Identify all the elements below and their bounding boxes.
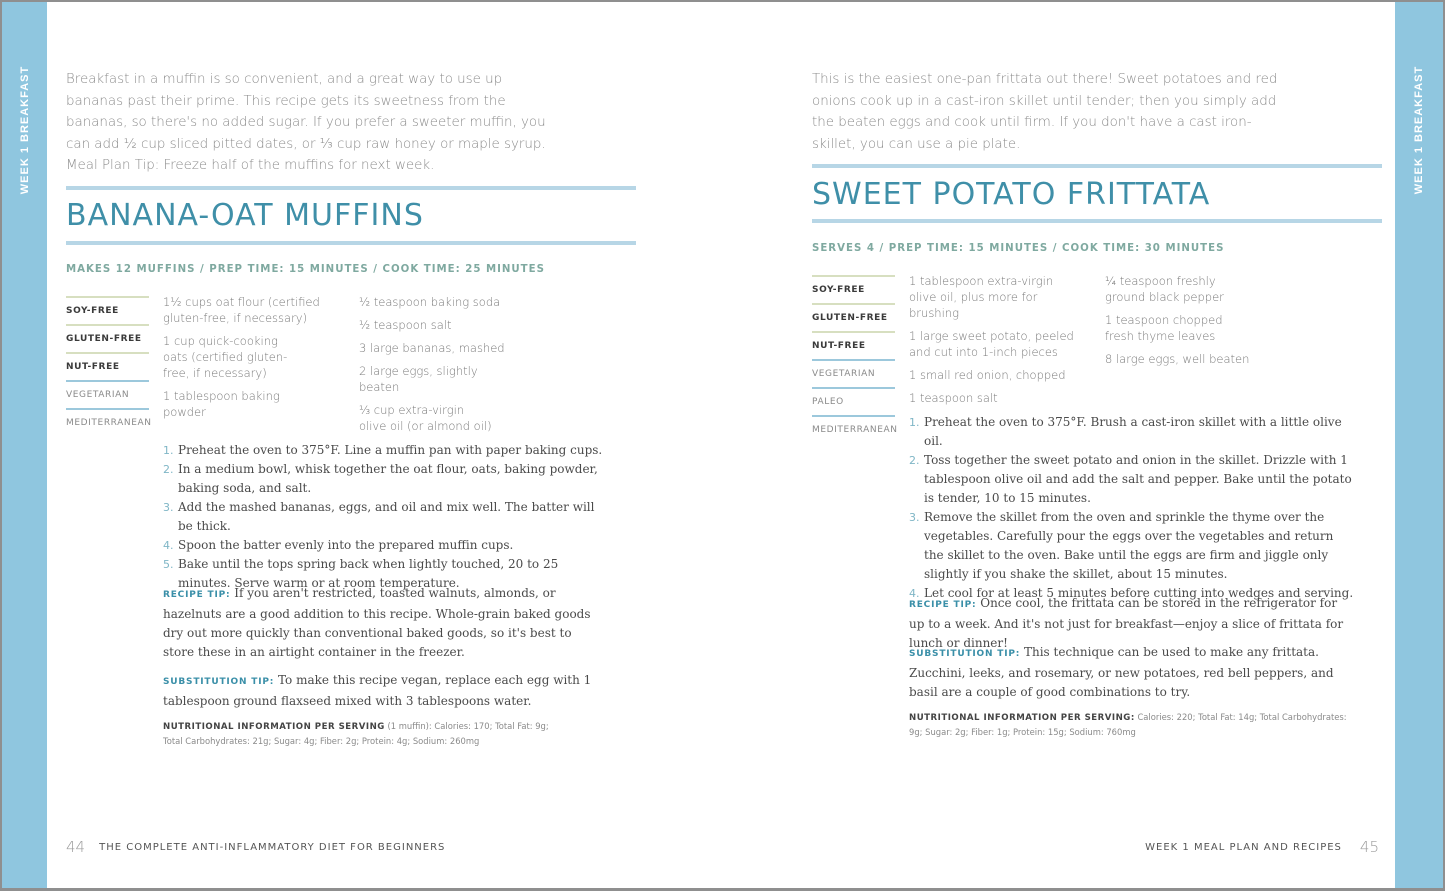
ingredient: 1½ cups oat flour (certified gluten-free, if necessary) (163, 295, 320, 325)
recipe-tip-text: Once cool, the frittata can be stored in the refrigerator for up to a week. And it's not just for breakfast—enjoy a slice of frittata for lunch or dinner! (909, 596, 1344, 650)
ingredient: ½ teaspoon salt (359, 318, 452, 332)
recipe-tip (163, 584, 603, 662)
step-text: Preheat the oven to 375°F. Line a muffin pan with paper baking cups. (178, 443, 603, 457)
step-text: Toss together the sweet potato and onion in the skillet. Drizzle with 1 tablespoon olive oil and add the salt and pepper. Bake until the potato is tender, 10 to 15 minutes. (924, 453, 1352, 505)
diet-tags (812, 275, 898, 443)
ingredient: 2 large eggs, slightly beaten (359, 364, 478, 394)
step-number: 4. (909, 587, 920, 600)
step-number: 3. (909, 511, 920, 524)
ingredient: 1 teaspoon chopped fresh thyme leaves (1105, 313, 1223, 343)
page-footer-left (66, 838, 445, 856)
nutrition-info (909, 710, 1354, 739)
tag-soy-free: SOY-FREE (812, 275, 895, 303)
ingredient: 1 teaspoon salt (909, 391, 998, 405)
step-number: 3. (163, 501, 174, 514)
tag-nut-free: NUT-FREE (66, 352, 149, 380)
nutrition-text: Calories: 220; Total Fat: 14g; Total Carbohydrates: 9g; Sugar: 2g; Fiber: 1g; Protein: 15g; Sodium: 760mg (909, 712, 1347, 737)
tag-soy-free: SOY-FREE (66, 296, 149, 324)
recipe-intro: This is the easiest one-pan frittata out there! Sweet potatoes and red onions cook up in a cast-iron skillet until tender; then you simply add the beaten eggs and cook until firm. If you don't have a cast iron-skillet, you can use a pie plate. (812, 72, 1278, 152)
step (909, 508, 1354, 584)
diet-tags (66, 296, 152, 436)
recipe-tip-label: RECIPE TIP: (909, 600, 977, 610)
page-number: 44 (66, 838, 86, 856)
page-footer-right (1145, 838, 1379, 856)
step-number: 1. (163, 444, 174, 457)
step (163, 441, 603, 460)
running-head: THE COMPLETE ANTI-INFLAMMATORY DIET FOR BEGINNERS (99, 841, 446, 853)
tag-gluten-free: GLUTEN-FREE (812, 303, 895, 331)
tag-mediterranean: MEDITERRANEAN (812, 415, 895, 443)
step-number: 2. (163, 463, 174, 476)
title-rule-top (66, 186, 636, 190)
recipe-tip-text: If you aren't restricted, toasted walnuts, almonds, or hazelnuts are a good addition to this recipe. Whole-grain baked goods dry out more quickly than conventional baked goods, so it's best to store these in an airtight container in the freezer. (163, 586, 591, 659)
recipe-steps (163, 441, 603, 593)
ingredients-column-1 (163, 294, 323, 427)
substitution-tip-label: SUBSTITUTION TIP: (909, 649, 1021, 659)
nutrition-text: (1 muffin): Calories: 170; Total Fat: 9g; Total Carbohydrates: 21g; Sugar: 4g; Fiber: 2g; Protein: 4g; Sodium: 260mg (163, 721, 549, 746)
recipe-tip-label: RECIPE TIP: (163, 590, 231, 600)
recipe-meta: MAKES 12 MUFFINS / PREP TIME: 15 MINUTES / COOK TIME: 25 MINUTES (66, 264, 545, 275)
step (909, 451, 1354, 508)
step-text: Remove the skillet from the oven and sprinkle the thyme over the vegetables. Carefully pour the eggs over the vegetables and return the skillet to the oven. Bake until the eggs are firm and jiggle only slightly if you shake the skillet, about 15 minutes. (924, 510, 1334, 581)
title-rule-bottom (812, 219, 1382, 223)
substitution-tip-label: SUBSTITUTION TIP: (163, 677, 275, 687)
section-tab-label: WEEK 1 BREAKFAST (18, 65, 31, 195)
ingredient: 3 large bananas, mashed (359, 341, 505, 355)
ingredient: 1 large sweet potato, peeled and cut into 1-inch pieces (909, 329, 1074, 359)
tag-nut-free: NUT-FREE (812, 331, 895, 359)
step-text: Let cool for at least 5 minutes before cutting into wedges and serving. (924, 586, 1354, 600)
recipe-intro: Breakfast in a muffin is so convenient, and a great way to use up bananas past their prime. This recipe gets its sweetness from the bananas, so there's no added sugar. If you prefer a sweeter muffin, you can add ½ cup sliced pitted dates, or ⅓ cup raw honey or maple syrup. Meal Plan Tip: Freeze half of the muffins for next week. (66, 72, 546, 173)
left-section-tab (2, 2, 47, 888)
recipe-meta: SERVES 4 / PREP TIME: 15 MINUTES / COOK TIME: 30 MINUTES (812, 243, 1225, 254)
running-head: WEEK 1 MEAL PLAN AND RECIPES (1145, 841, 1342, 853)
step-text: Add the mashed bananas, eggs, and oil and mix well. The batter will be thick. (178, 500, 595, 533)
ingredient: ⅓ cup extra-virgin olive oil (or almond oil) (359, 403, 492, 433)
step (163, 498, 603, 536)
step (163, 536, 603, 555)
step-number: 2. (909, 454, 920, 467)
tag-vegetarian: VEGETARIAN (812, 359, 895, 387)
step-number: 5. (163, 558, 174, 571)
recipe-steps (909, 413, 1354, 603)
title-rule-top (812, 164, 1382, 168)
substitution-tip-text: To make this recipe vegan, replace each egg with 1 tablespoon ground flaxseed mixed with 3 tablespoons water. (163, 673, 592, 708)
nutrition-info (163, 719, 563, 748)
section-tab-label: WEEK 1 BREAKFAST (1413, 65, 1425, 195)
right-page (727, 2, 1399, 888)
substitution-tip (163, 671, 603, 711)
step (163, 460, 603, 498)
ingredients-column-1 (909, 273, 1084, 413)
step-text: Preheat the oven to 375°F. Brush a cast-iron skillet with a little olive oil. (924, 415, 1342, 448)
page-number: 45 (1359, 838, 1379, 856)
tag-mediterranean: MEDITERRANEAN (66, 408, 149, 436)
ingredient: 8 large eggs, well beaten (1105, 352, 1250, 366)
substitution-tip (909, 643, 1354, 702)
title-rule-bottom (66, 241, 636, 245)
step-text: Bake until the tops spring back when lightly touched, 20 to 25 minutes. Serve warm or at room temperature. (178, 557, 559, 590)
step (909, 413, 1354, 451)
step-text: In a medium bowl, whisk together the oat flour, oats, baking powder, baking soda, and salt. (178, 462, 598, 495)
substitution-tip-text: This technique can be used to make any frittata. Zucchini, leeks, and rosemary, or new potatoes, red bell peppers, and basil are a couple of good combinations to try. (909, 645, 1334, 699)
step-number: 1. (909, 416, 920, 429)
tag-gluten-free: GLUTEN-FREE (66, 324, 149, 352)
step-text: Spoon the batter evenly into the prepared muffin cups. (178, 538, 514, 552)
ingredient: 1 tablespoon baking powder (163, 389, 280, 419)
ingredients-column-2 (1105, 273, 1250, 374)
ingredient: 1 small red onion, chopped (909, 368, 1066, 382)
recipe-title: BANANA-OAT MUFFINS (66, 198, 424, 233)
ingredient: 1 tablespoon extra-virgin olive oil, plus more for brushing (909, 274, 1054, 320)
left-page (47, 2, 727, 888)
nutrition-label: NUTRITIONAL INFORMATION PER SERVING: (909, 713, 1135, 723)
ingredients-column-2 (359, 294, 519, 441)
tag-vegetarian: VEGETARIAN (66, 380, 149, 408)
tag-paleo: PALEO (812, 387, 895, 415)
ingredient: ¼ teaspoon freshly ground black pepper (1105, 274, 1224, 304)
nutrition-label: NUTRITIONAL INFORMATION PER SERVING (163, 722, 385, 732)
ingredient: 1 cup quick-cooking oats (certified gluten-free, if necessary) (163, 334, 288, 380)
ingredient: ½ teaspoon baking soda (359, 295, 501, 309)
right-section-tab (1395, 2, 1443, 888)
step-number: 4. (163, 539, 174, 552)
recipe-title: SWEET POTATO FRITTATA (812, 177, 1211, 212)
